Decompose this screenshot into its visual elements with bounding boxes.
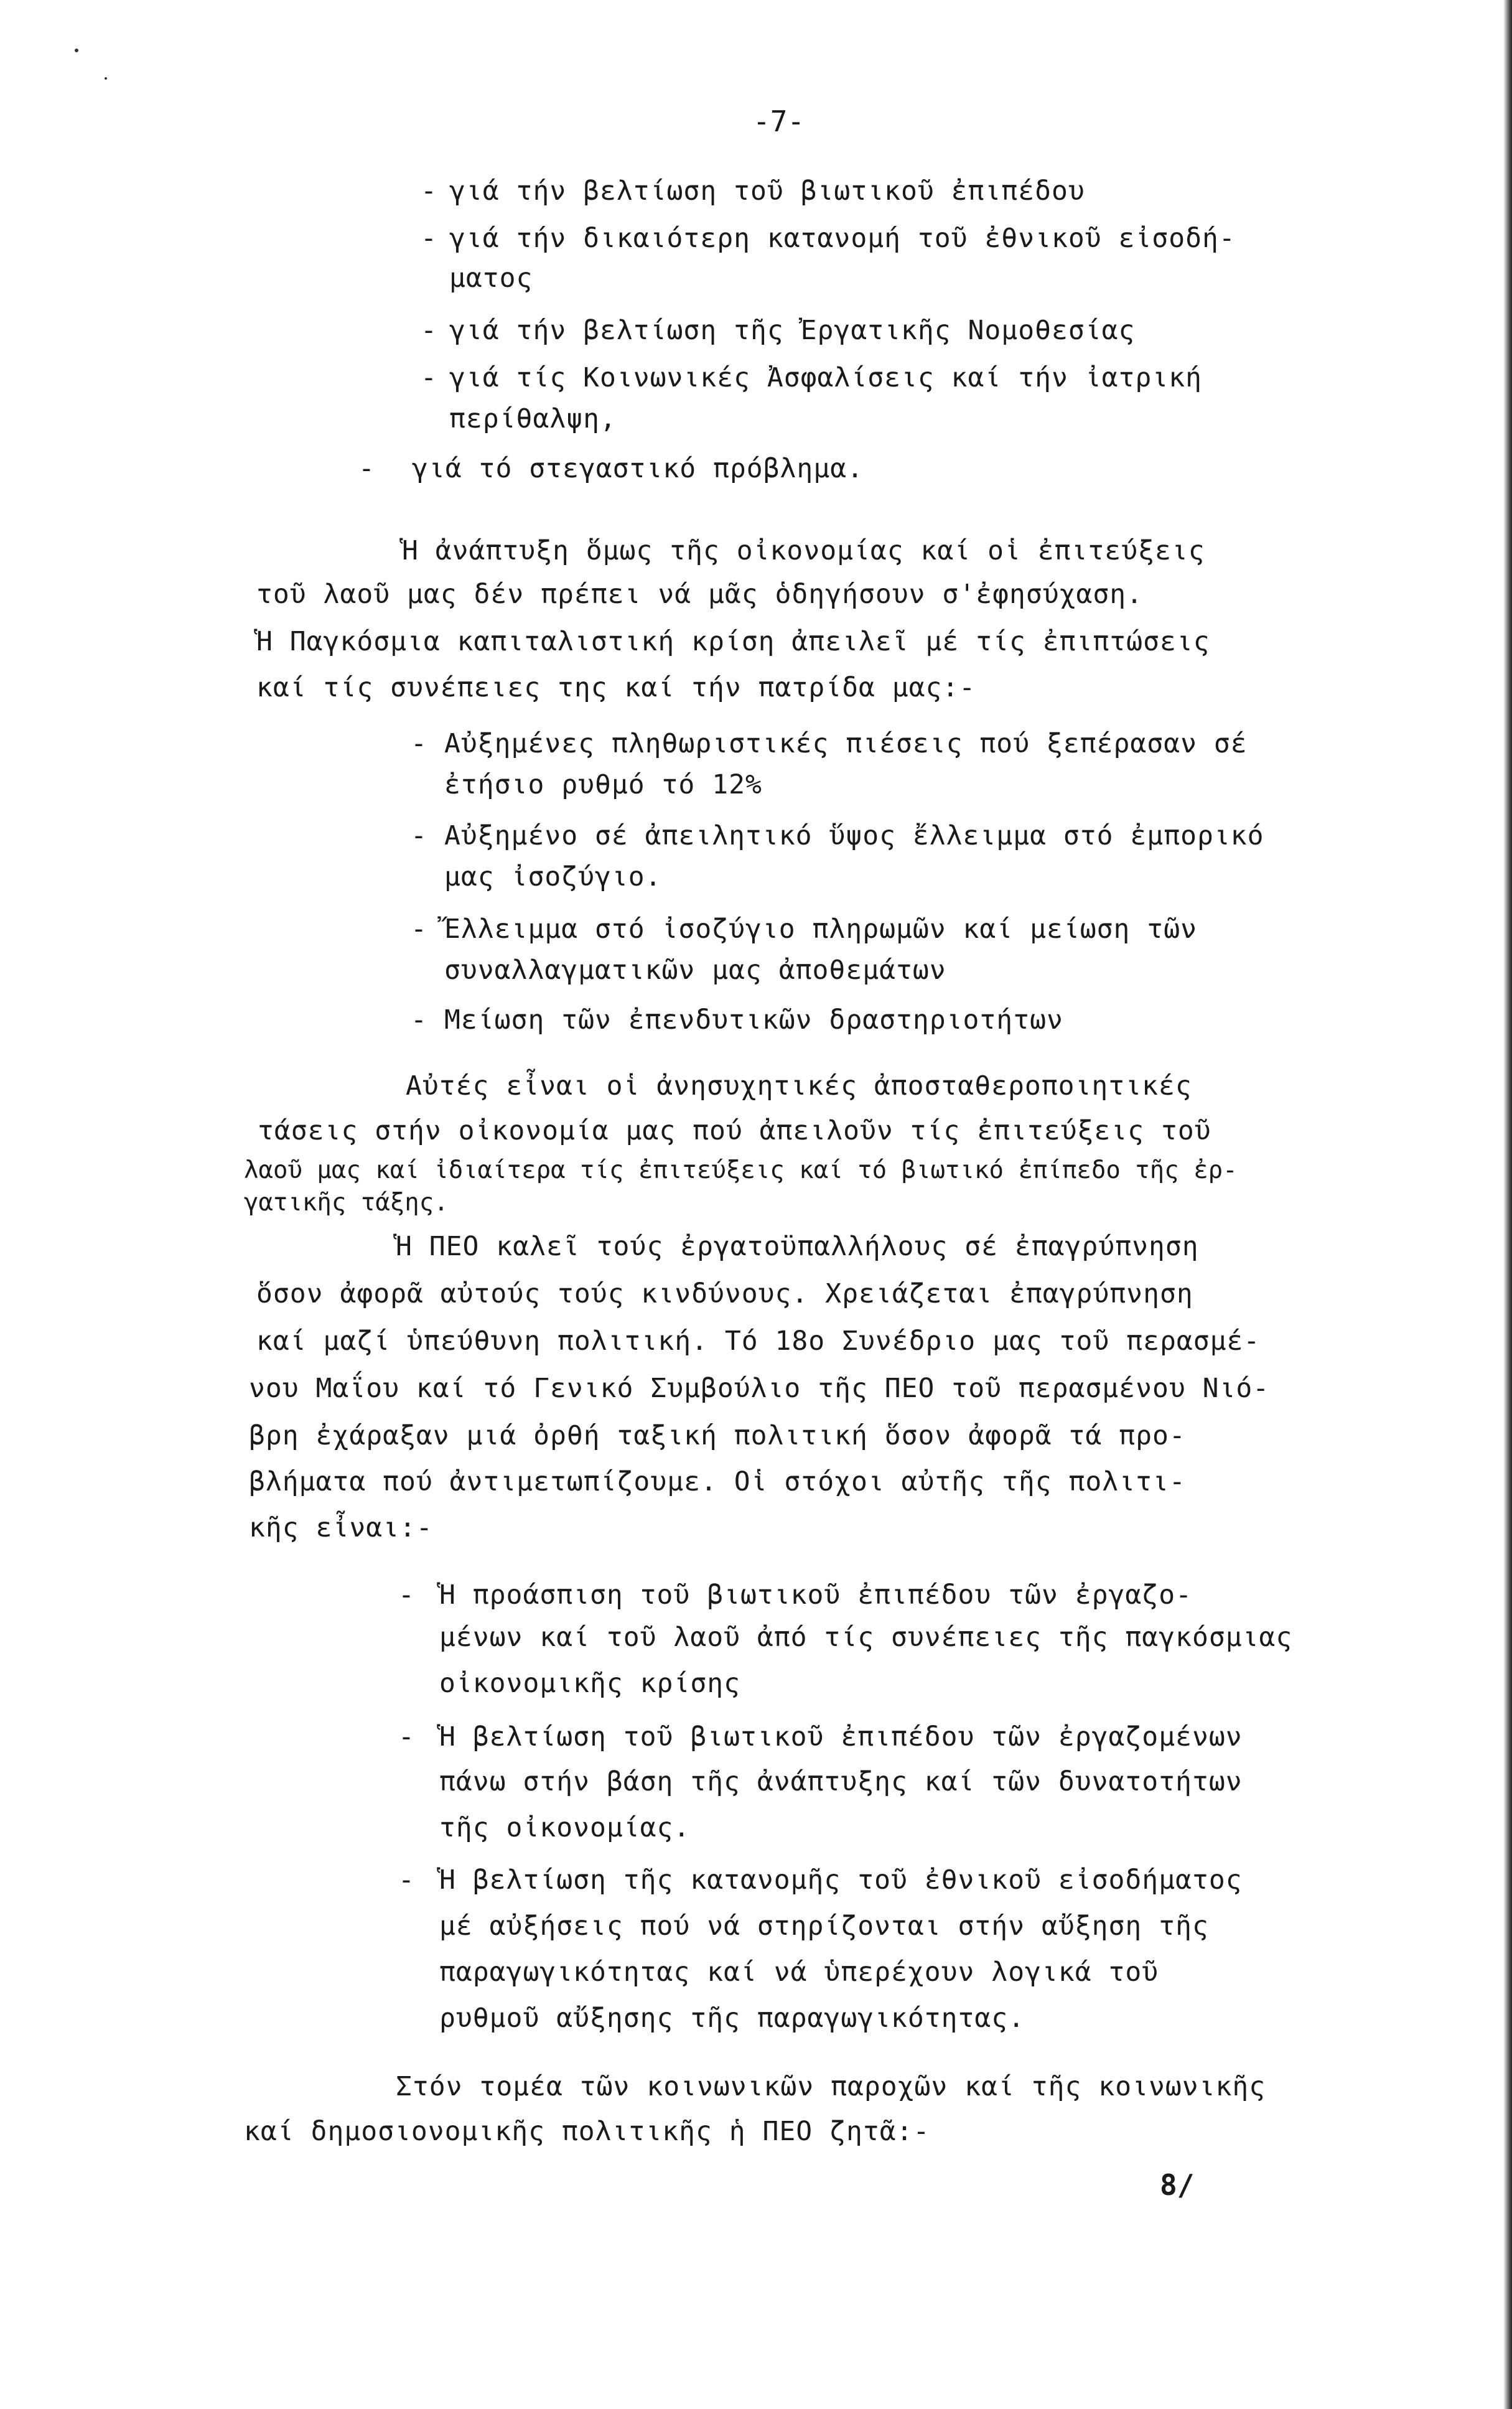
paragraph-line: καί δημοσιονομικῆς πολιτικῆς ἡ ΠΕΟ ζητᾶ:-	[244, 2116, 930, 2147]
list-item-line: γιά τήν δικαιότερη κατανομή τοῦ ἐθνικοῦ εἰσοδή-	[449, 223, 1236, 254]
paragraph-line: βλήματα πού ἀντιμετωπίζουμε. Οἱ στόχοι αὐτῆς τῆς πολιτι-	[249, 1466, 1186, 1497]
list-item-line: Ἡ βελτίωση τῆς κατανομῆς τοῦ ἐθνικοῦ εἰσοδήματος	[439, 1864, 1243, 1896]
list-dash: -	[421, 175, 437, 207]
list-dash: -	[421, 362, 437, 393]
paragraph-line: τοῦ λαοῦ μας δέν πρέπει νά μᾶς ὁδηγήσουν σ'ἐφησύχαση.	[256, 579, 1144, 610]
list-item-line: περίθαλψη,	[449, 403, 617, 434]
paragraph-line: Στόν τομέα τῶν κοινωνικῶν παροχῶν καί τῆς κοινωνικῆς	[396, 2071, 1266, 2102]
list-item-line: Ἡ βελτίωση τοῦ βιωτικοῦ ἐπιπέδου τῶν ἐργαζομένων	[439, 1721, 1243, 1752]
list-item-line: μας ἰσοζύγιο.	[444, 861, 662, 892]
paragraph-line: βρη ἐχάραξαν μιά ὀρθή ταξική πολιτική ὅσον ἀφορᾶ τά προ-	[249, 1420, 1186, 1451]
list-dash: -	[421, 315, 437, 346]
list-item-line: γιά τίς Κοινωνικές Ἀσφαλίσεις καί τήν ἰατρική	[449, 362, 1202, 393]
list-item-line: πάνω στήν βάση τῆς ἀνάπτυξης καί τῶν δυνατοτήτων	[439, 1766, 1243, 1797]
next-page-marker: 8/	[1160, 2168, 1195, 2202]
paragraph-line: Ἡ ἀνάπτυξη ὅμως τῆς οἰκονομίας καί οἱ ἐπιτεύξεις	[402, 535, 1205, 566]
page-edge-shadow	[1503, 0, 1512, 2409]
list-item-line: παραγωγικότητας καί νά ὑπερέχουν λογικά τοῦ	[439, 1957, 1159, 1988]
list-item-line: Ἡ προάσπιση τοῦ βιωτικοῦ ἐπιπέδου τῶν ἐργαζο-	[439, 1579, 1192, 1611]
paragraph-line: Ἡ ΠΕΟ καλεῖ τούς ἐργατοϋπαλλήλους σέ ἐπαγρύπνηση	[396, 1231, 1199, 1262]
paragraph-line: τάσεις στήν οἰκονομία μας πού ἀπειλοῦν τίς ἐπιτεύξεις τοῦ	[258, 1115, 1211, 1146]
list-item-line: συναλλαγματικῶν μας ἀποθεμάτων	[444, 955, 946, 986]
list-dash: -	[398, 1721, 414, 1752]
list-item-line: Αὐξημένο σέ ἀπειλητικό ὕψος ἔλλειμμα στό ἐμπορικό	[444, 820, 1264, 851]
list-item-line: τῆς οἰκονομίας.	[439, 1812, 691, 1843]
list-dash: -	[411, 1004, 427, 1036]
paragraph-line: λαοῦ μας καί ἰδιαίτερα τίς ἐπιτεύξεις καί τό βιωτικό ἐπίπεδο τῆς ἐρ-	[244, 1156, 1238, 1184]
list-dash: -	[411, 820, 427, 851]
list-dash: -	[398, 1864, 414, 1896]
scan-speck	[75, 49, 78, 52]
paragraph-line: ὅσον ἀφορᾶ αὐτούς τούς κινδύνους. Χρειάζεται ἐπαγρύπνηση	[256, 1278, 1193, 1309]
list-dash: -	[358, 453, 375, 484]
paragraph-line: γατικῆς τάξης.	[244, 1189, 449, 1217]
list-dash: -	[411, 728, 427, 759]
paragraph-line: νου Μαΐου καί τό Γενικό Συμβούλιο τῆς ΠΕΟ τοῦ περασμένου Νιό-	[249, 1373, 1270, 1404]
list-item-line: ρυθμοῦ αὔξησης τῆς παραγωγικότητας.	[439, 2003, 1025, 2034]
paragraph-line: Αὐτές εἶναι οἱ ἀνησυχητικές ἀποσταθεροποιητικές	[406, 1070, 1192, 1102]
list-item-line: μέ αὐξήσεις πού νά στηρίζονται στήν αὔξηση τῆς	[439, 1911, 1209, 1942]
paragraph-line: Ἡ Παγκόσμια καπιταλιστική κρίση ἀπειλεῖ μέ τίς ἐπιπτώσεις	[256, 626, 1210, 657]
paragraph-line: καί μαζί ὑπεύθυνη πολιτική. Τό 18ο Συνέδριο μας τοῦ περασμέ-	[256, 1326, 1261, 1357]
page-number: -7-	[753, 105, 805, 138]
list-item-line: γιά τό στεγαστικό πρόβλημα.	[412, 453, 864, 484]
list-item-line: γιά τήν βελτίωση τῆς Ἐργατικῆς Νομοθεσίας	[449, 315, 1136, 346]
list-item-line: γιά τήν βελτίωση τοῦ βιωτικοῦ ἐπιπέδου	[449, 175, 1085, 207]
list-item-line: μένων καί τοῦ λαοῦ ἀπό τίς συνέπειες τῆς παγκόσμιας	[439, 1622, 1293, 1653]
paragraph-line: κῆς εἶναι:-	[249, 1512, 433, 1543]
list-dash: -	[398, 1579, 414, 1611]
list-item-line: Αὐξημένες πληθωριστικές πιέσεις πού ξεπέρασαν σέ	[444, 728, 1248, 759]
list-item-line: οἰκονομικῆς κρίσης	[439, 1668, 740, 1699]
list-item-line: Μείωση τῶν ἐπενδυτικῶν δραστηριοτήτων	[444, 1004, 1063, 1036]
list-dash: -	[421, 223, 437, 254]
list-item-line: ἐτήσιο ρυθμό τό 12%	[444, 769, 762, 800]
list-item-line: ματος	[449, 263, 533, 294]
list-dash: -	[411, 914, 427, 945]
paragraph-line: καί τίς συνέπειες της καί τήν πατρίδα μας:-	[256, 672, 976, 703]
list-item-line: Ἔλλειμμα στό ἰσοζύγιο πληρωμῶν καί μείωση τῶν	[444, 914, 1197, 945]
scan-speck	[105, 77, 107, 80]
